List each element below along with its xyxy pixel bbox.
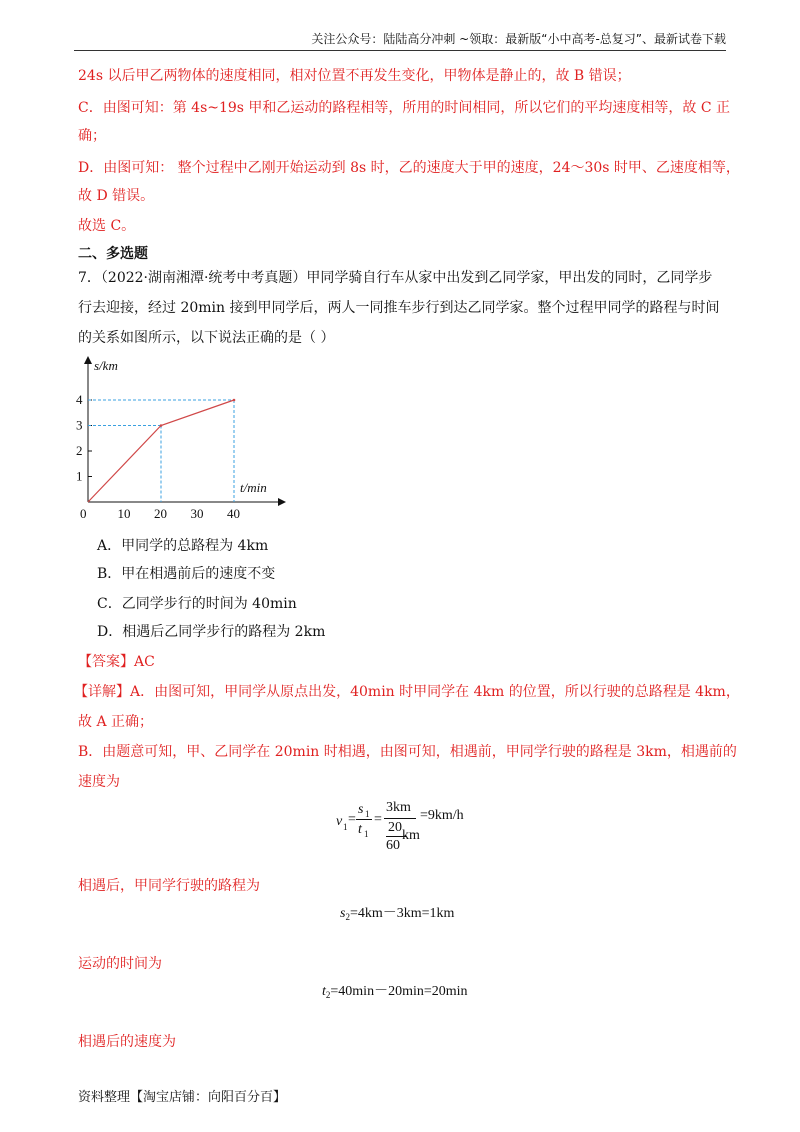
detail-a-line-1 [74, 682, 740, 702]
f2-s: s [340, 906, 346, 921]
prev-line-3: 确； [78, 128, 106, 144]
prev-line-5: 故 D 错误。 [78, 188, 155, 204]
y-tick-label-1: 1 [76, 468, 83, 484]
f3-sub: 2 [325, 990, 331, 1000]
detail-label: 【详解】 [74, 684, 130, 700]
f3-expr: =40min－20min=20min [330, 984, 468, 999]
question-line-1: 7．（2022·湖南湘潭·统考中考真题）甲同学骑自行车从家中出发到乙同学家，甲出发的同时，乙同学步 [78, 270, 713, 286]
x-axis-label: t/min [240, 480, 267, 495]
prev-line-4: D．由图可知： 整个过程中乙刚开始运动到 8s 时，乙的速度大于甲的速度，24～30s 时甲、乙速度相等， [78, 160, 740, 176]
f1-v: v [336, 814, 343, 829]
x-tick-label-0: 0 [80, 506, 87, 521]
answer-line [78, 652, 155, 672]
answer-label: 【答案】 [78, 654, 134, 670]
f1-numerator: 3km [386, 800, 411, 815]
detail-after-meet: 相遇后，甲同学行驶的路程为 [78, 878, 260, 894]
f1-s: s [358, 802, 364, 817]
x-tick-label-30: 30 [190, 506, 204, 521]
formula-time-after [322, 980, 468, 1000]
prev-line-1: 24s 以后甲乙两物体的速度相同，相对位置不再发生变化，甲物体是静止的，故 B 错误； [78, 68, 631, 84]
question-line-3: 的关系如图所示，以下说法正确的是（ ） [78, 330, 335, 346]
f1-v-sub: 1 [343, 822, 348, 832]
detail-after-speed: 相遇后的速度为 [78, 1034, 176, 1050]
f1-den-num: 20 [388, 820, 402, 835]
detail-move-time: 运动的时间为 [78, 956, 162, 972]
f1-den-den: 60 [386, 838, 400, 853]
f1-t-sub: 1 [364, 829, 369, 839]
page-footer: 资料整理【淘宝店铺：向阳百分百】 [78, 1090, 287, 1105]
f1-den-unit: km [402, 828, 420, 843]
option-d: D．相遇后乙同学步行的路程为 2km [97, 624, 326, 640]
formula-speed-before: v 1 = s 1 t 1 = 3km 20 60 km =9km/h [336, 800, 464, 853]
answer-value: AC [134, 654, 155, 670]
page-header: 关注公众号：陆陆高分冲刺 ~领取：最新版“小中高考-总复习”、最新试卷下载 [74, 30, 726, 51]
option-a: A．甲同学的总路程为 4km [97, 538, 269, 554]
x-tick-label-10: 10 [117, 506, 131, 521]
question-line-2: 行去迎接，经过 20min 接到甲同学后，两人一同推车步行到达乙同学家。整个过程甲同学的路程与时间 [78, 300, 720, 316]
y-tick-label-2: 2 [76, 443, 83, 458]
option-c: C．乙同学步行的时间为 40min [97, 596, 297, 612]
y-axis-label: s/km [94, 358, 118, 373]
x-tick-label-20: 20 [154, 506, 167, 521]
y-tick-label-4: 4 [76, 392, 83, 407]
detail-a-line-2: 故 A 正确； [78, 714, 154, 730]
y-tick-label-3: 3 [76, 417, 83, 433]
f1-s-sub: 1 [365, 809, 370, 819]
f3-t: t [322, 984, 326, 999]
f1-t: t [358, 822, 362, 837]
prev-line-2: C．由图可知：第 4s~19s 甲和乙运动的路程相等，所用的时间相同，所以它们的平均速度相等，故 C 正 [78, 100, 731, 116]
f1-result: =9km/h [420, 808, 464, 823]
formula-distance-after [340, 902, 454, 922]
detail-a-text: A．由图可知，甲同学从原点出发，40min 时甲同学在 4km 的位置，所以行驶的总路程是 4km， [130, 684, 740, 700]
f2-expr: =4km－3km=1km [349, 906, 455, 921]
section-title: 二、多选题 [78, 246, 148, 262]
prev-line-6: 故选 C。 [78, 218, 136, 234]
detail-b-line-2: 速度为 [78, 774, 120, 790]
x-tick-label-40: 40 [227, 506, 240, 521]
distance-time-chart [68, 352, 290, 522]
option-b: B．甲在相遇前后的速度不变 [97, 566, 276, 582]
detail-b-line-1: B．由题意可知，甲、乙同学在 20min 时相遇，由图可知，相遇前，甲同学行驶的路程是 3km，相遇前的 [78, 744, 737, 760]
f2-sub: 2 [345, 912, 350, 922]
